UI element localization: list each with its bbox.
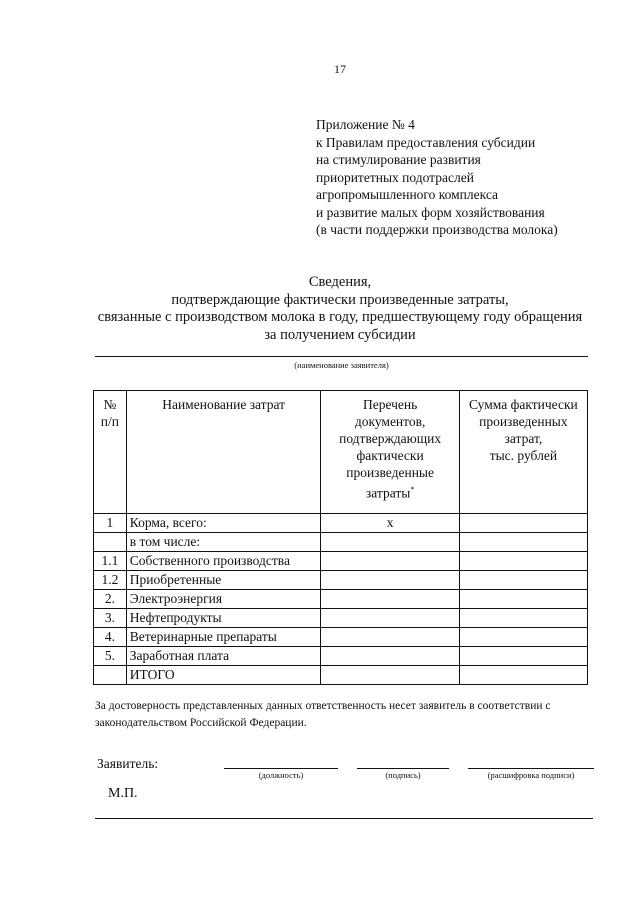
title-line: за получением субсидии — [264, 326, 416, 343]
row-sum[interactable] — [459, 609, 587, 628]
row-cost-name: Корма, всего: — [126, 514, 321, 533]
table-header-row — [94, 391, 588, 514]
footnote-mark: * — [410, 485, 415, 494]
row-number: 1.1 — [94, 552, 127, 571]
signature-line[interactable] — [357, 768, 449, 769]
table-row — [94, 628, 588, 647]
row-number: 2. — [94, 590, 127, 609]
header-documents: Перечень документов, подтверждающих фактически произведенные затраты* — [321, 391, 459, 514]
row-sum[interactable] — [459, 666, 587, 685]
row-documents[interactable] — [321, 533, 459, 552]
appendix-line: приоритетных подотраслей — [316, 169, 474, 185]
row-documents[interactable] — [321, 628, 459, 647]
title-line: подтверждающие фактически произведенные затраты, — [171, 291, 509, 308]
signature-caption: (подпись) — [385, 770, 421, 780]
row-documents[interactable] — [321, 571, 459, 590]
row-number — [94, 666, 127, 685]
header-cost-name: Наименование затрат — [126, 391, 321, 514]
row-documents[interactable] — [321, 609, 459, 628]
table-row — [94, 533, 588, 552]
row-sum[interactable] — [459, 533, 587, 552]
row-number: 3. — [94, 609, 127, 628]
row-cost-name: Ветеринарные препараты — [126, 628, 321, 647]
row-number: 1.2 — [94, 571, 127, 590]
table-row-total — [94, 666, 588, 685]
title-line: связанные с производством молока в году, предшествующему году обращения — [97, 309, 583, 325]
position-caption: (должность) — [258, 770, 304, 780]
appendix-line: на стимулирование развития — [316, 152, 481, 167]
signature-decoding-caption: (расшифровка подписи) — [487, 770, 575, 780]
appendix-line: и развитие малых форм хозяйствования — [316, 204, 545, 220]
row-cost-name: Заработная плата — [126, 647, 321, 666]
row-documents[interactable] — [321, 666, 459, 685]
position-line[interactable] — [224, 768, 338, 769]
row-documents[interactable]: х — [321, 514, 459, 533]
row-cost-name: в том числе: — [126, 533, 321, 552]
row-sum[interactable] — [459, 552, 587, 571]
bottom-rule — [95, 818, 593, 819]
appendix-line: агропромышленного комплекса — [316, 187, 498, 202]
applicant-name-caption: (наименование заявителя) — [294, 360, 389, 370]
row-cost-name: ИТОГО — [126, 666, 321, 685]
row-documents[interactable] — [321, 647, 459, 666]
applicant-label: Заявитель: — [97, 756, 159, 771]
row-number: 5. — [94, 647, 127, 666]
row-documents[interactable] — [321, 590, 459, 609]
appendix-line: к Правилам предоставления субсидии — [316, 134, 536, 150]
table-row — [94, 552, 588, 571]
row-cost-name: Электроэнергия — [126, 590, 321, 609]
row-number — [94, 533, 127, 552]
stamp-label: М.П. — [108, 786, 138, 801]
appendix-line: Приложение № 4 — [316, 117, 415, 132]
table-row — [94, 609, 588, 628]
row-sum[interactable] — [459, 647, 587, 666]
page-number: 17 — [334, 62, 346, 76]
table-row — [94, 647, 588, 666]
appendix-block — [316, 116, 558, 239]
row-sum[interactable] — [459, 590, 587, 609]
row-sum[interactable] — [459, 571, 587, 590]
table-row — [94, 571, 588, 590]
row-documents[interactable] — [321, 552, 459, 571]
title-line: Сведения, — [308, 274, 372, 290]
row-number: 1 — [94, 514, 127, 533]
row-sum[interactable] — [459, 514, 587, 533]
row-sum[interactable] — [459, 628, 587, 647]
costs-table — [93, 390, 588, 685]
row-cost-name: Приобретенные — [126, 571, 321, 590]
header-number: № п/п — [94, 391, 127, 514]
table-row — [94, 590, 588, 609]
row-number: 4. — [94, 628, 127, 647]
table-row — [94, 514, 588, 533]
header-sum: Сумма фактически произведенных затрат, тыс. рублей — [459, 391, 587, 514]
applicant-name-line[interactable] — [95, 356, 588, 357]
row-cost-name: Нефтепродукты — [126, 609, 321, 628]
signature-decoding-line[interactable] — [468, 768, 594, 769]
document-title — [60, 274, 620, 344]
row-cost-name: Собственного производства — [126, 552, 321, 571]
appendix-line: (в части поддержки производства молока) — [316, 222, 558, 237]
disclaimer-text: За достоверность представленных данных ответственность несет заявитель в соответствии с законодательством Российской Федерации. — [95, 700, 551, 729]
